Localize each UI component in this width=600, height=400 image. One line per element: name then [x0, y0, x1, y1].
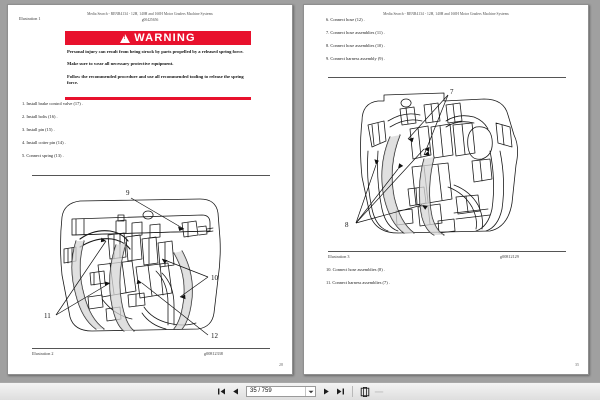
- page-number-right: 35: [575, 362, 579, 367]
- list-item: 7. Connect hose assemblies (11) .: [326, 30, 385, 35]
- fit-page-glyph: [360, 387, 370, 397]
- list-item: 4. Install cotter pin (14) .: [22, 140, 66, 145]
- more-options-glyph: [374, 388, 384, 396]
- list-item: 11. Connect harness assemblies (7) .: [326, 280, 390, 285]
- list-item: 1. Install brake control valve (17) .: [22, 101, 83, 106]
- list-item: 5. Connect spring (13) .: [22, 153, 64, 158]
- page-number-input[interactable]: [246, 386, 316, 397]
- figure-top-rule-left: [32, 175, 270, 176]
- warning-bar: [65, 31, 251, 45]
- first-page-glyph: [217, 387, 226, 396]
- document-page-left[interactable]: [7, 4, 293, 375]
- callout-7: 7: [450, 88, 454, 96]
- warning-paragraph: Personal injury can result from being struck by parts propelled by a released spring force.: [67, 49, 244, 54]
- next-page-glyph: [322, 387, 331, 396]
- figure-code-left: g00812338: [204, 351, 223, 356]
- instruction-list-left: [22, 101, 272, 166]
- last-page-glyph: [336, 387, 345, 396]
- warning-triangle-icon: [120, 34, 130, 43]
- illustration-2-artwork: [32, 179, 270, 343]
- technical-illustration-right: [328, 81, 566, 249]
- viewer-toolbar: [0, 382, 600, 400]
- previous-page-icon[interactable]: [230, 386, 241, 398]
- warning-bottom-rule: [65, 97, 251, 100]
- warning-paragraph: Follow the recommended procedure and use all recommended tooling to release the spring force.: [67, 73, 244, 86]
- list-item: 3. Install pin (15) .: [22, 127, 55, 132]
- illustration-3-artwork: [328, 81, 566, 249]
- technical-illustration-left: [32, 179, 270, 343]
- list-item: 10. Connect hose assemblies (8) .: [326, 267, 385, 272]
- figure-code-right: g00812129: [500, 254, 519, 259]
- first-page-icon[interactable]: [216, 386, 227, 398]
- list-item: 2. Install bolts (16) .: [22, 114, 58, 119]
- callout-11: 11: [44, 312, 51, 320]
- callout-10: 10: [211, 274, 218, 282]
- instruction-list-right-top: [326, 17, 576, 69]
- illustration-tag-left: Illustration 1: [19, 16, 41, 21]
- figure-bottom-rule-right: [328, 251, 566, 252]
- warning-title: WARNING: [134, 32, 196, 44]
- warning-paragraph: Make sure to wear all necessary protective equipment.: [67, 61, 174, 67]
- callout-8: 8: [345, 221, 349, 229]
- warning-body: [65, 45, 251, 95]
- page-navigation-group: [216, 386, 384, 398]
- callout-9: 9: [126, 189, 130, 197]
- callout-12: 12: [211, 332, 218, 340]
- instruction-list-right-bottom: [326, 267, 576, 293]
- document-page-right[interactable]: [303, 4, 589, 375]
- list-item: 9. Connect harness assembly (9) .: [326, 56, 386, 61]
- figure-top-rule-right: [328, 77, 566, 78]
- running-header-right-line1: Media Search - RENR4134 - 12H, 140H and 160H Motor Graders Machine Systems: [383, 12, 509, 16]
- next-page-icon[interactable]: [321, 386, 332, 398]
- page-number-left: 28: [279, 362, 283, 367]
- list-item: 6. Connect hose (12) .: [326, 17, 365, 22]
- running-header-left-line2: g00425656: [141, 18, 159, 22]
- page-number-value[interactable]: 35 / 759: [250, 388, 272, 394]
- last-page-icon[interactable]: [335, 386, 346, 398]
- running-header-left-line1: Media Search - RENR4134 - 12H, 140H and 160H Motor Graders Machine Systems: [87, 12, 213, 16]
- chevron-down-icon[interactable]: [305, 387, 315, 396]
- warning-block: [65, 31, 251, 100]
- figure-bottom-rule-left: [32, 348, 270, 349]
- fit-page-icon[interactable]: [359, 386, 370, 398]
- previous-page-glyph: [231, 387, 240, 396]
- toolbar-separator: [352, 386, 353, 397]
- chevron-down-glyph: [308, 390, 314, 394]
- more-options-icon[interactable]: [373, 386, 384, 398]
- figure-caption-right: Illustration 3: [328, 254, 350, 259]
- figure-caption-left: Illustration 2: [32, 351, 54, 356]
- list-item: 8. Connect hose assemblies (10) .: [326, 43, 385, 48]
